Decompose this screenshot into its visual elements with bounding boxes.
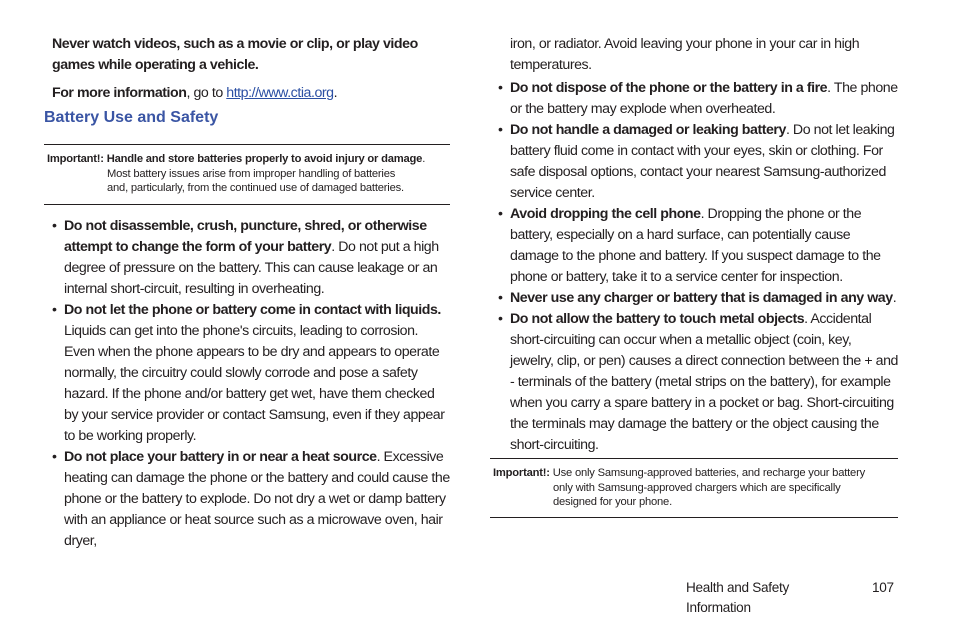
bullet-dot: • — [52, 302, 57, 318]
vehicle-warning: Never watch videos, such as a movie or clip, or play video games while operating a vehicle. — [52, 36, 418, 73]
bullet-dot: • — [52, 449, 57, 465]
note-top-divider-right — [490, 458, 898, 459]
list-item: • Do not disassemble, crush, puncture, shred, or otherwise attempt to change the form of your battery. Do not put a high degree of pressure on the battery. This can cause leakage or an internal short-circuit, resulting in overheating. — [52, 218, 439, 297]
bullet-dot: • — [498, 122, 503, 138]
continuation-text: iron, or radiator. Avoid leaving your phone in your car in high temperatures. — [510, 36, 860, 73]
ctia-link[interactable]: http://www.ctia.org — [226, 85, 334, 101]
more-info-label: For more information — [52, 85, 187, 101]
bullet-dot: • — [498, 80, 503, 96]
battery-bullet-list-right — [498, 78, 898, 456]
list-item: • Do not dispose of the phone or the battery in a fire. The phone or the battery may explode when overheated. — [498, 80, 898, 117]
important-label: Important!: — [47, 153, 104, 165]
list-item: • Avoid dropping the cell phone. Dropping the phone or the battery, especially on a hard surface, can potentially cause damage to the phone and battery. If you suspect damage to the phone or battery, take it to a service center for inspection. — [498, 206, 881, 285]
bullet-dot: • — [52, 218, 57, 234]
important-note-left: Important!: Handle and store batteries properly to avoid injury or damage. Most battery issues arise from improper handling of batteries and, particularly, from the continued use of damaged batteries. — [47, 153, 426, 194]
list-item: • Do not allow the battery to touch metal objects. Accidental short-circuiting can occur when a metallic object (coin, key, jewelry, clip, or pen) causes a direct connection between the + and - terminals of the battery (metal strips on the battery), for example when you carry a spare battery in a pocket or bag. Short-circuiting the terminals may damage the battery or the object causing the short-circuiting. — [498, 311, 898, 453]
note-top-divider — [44, 144, 450, 145]
list-item: • Do not handle a damaged or leaking battery. Do not let leaking battery fluid come in contact with your eyes, skin or clothing. For safe disposal options, contact your nearest Samsung-authorized service center. — [498, 122, 895, 201]
list-item: • Never use any charger or battery that is damaged in any way. — [498, 288, 898, 309]
important-label: Important!: — [493, 467, 550, 479]
section-title: Battery Use and Safety — [44, 109, 219, 126]
more-info-line: For more information, go to http://www.ctia.org. — [52, 85, 338, 101]
list-item: • Do not place your battery in or near a heat source. Excessive heating can damage the phone or the battery and could cause the phone or the battery to explode. Do not dry a wet or damp battery with an appliance or heat source such as a microwave oven, hair dryer, — [52, 449, 450, 549]
bullet-dot: • — [498, 290, 503, 306]
note-bottom-divider-right — [490, 517, 898, 518]
battery-bullet-list — [52, 216, 450, 552]
list-item: • Do not let the phone or battery come in contact with liquids. Liquids can get into the phone's circuits, leading to corrosion. Even when the phone appears to be dry and appears to operate normally, the circuitry could slowly corrode and pose a safety hazard. If the phone and/or battery get wet, have them checked by your service provider or contact Samsung, even if they appear to be working properly. — [52, 302, 445, 444]
bullet-dot: • — [498, 311, 503, 327]
footer-section-title: Health and Safety Information — [686, 580, 789, 615]
note-bottom-divider — [44, 204, 450, 205]
important-note-right: Important!: Use only Samsung-approved batteries, and recharge your battery only with Samsung-approved chargers which are specifically designed for your phone. — [493, 467, 865, 508]
page-number: 107 — [872, 580, 894, 595]
bullet-dot: • — [498, 206, 503, 222]
